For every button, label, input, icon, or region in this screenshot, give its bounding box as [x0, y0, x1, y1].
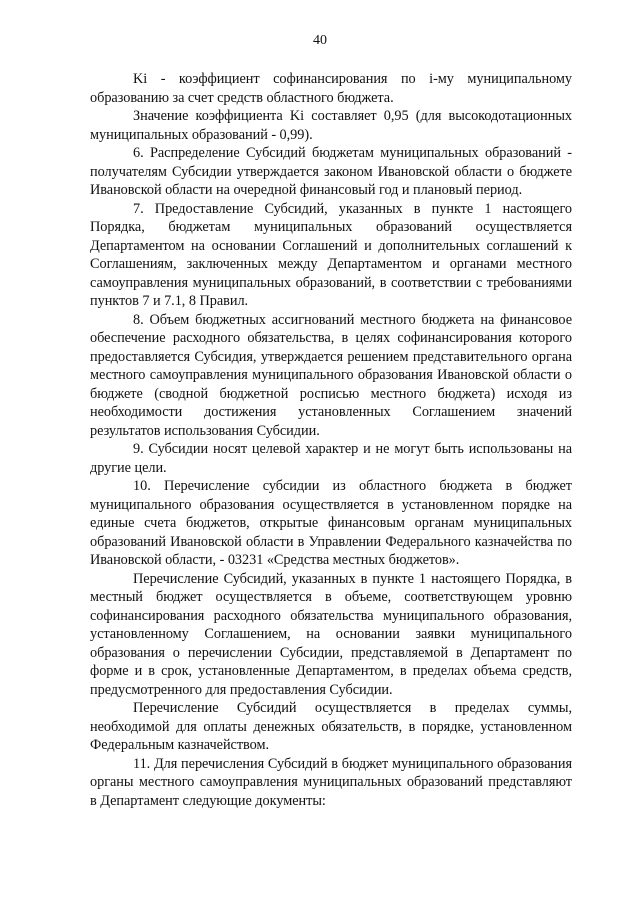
paragraph-transfer-limits: Перечисление Субсидий осуществляется в пределах суммы, необходимой для оплаты денежных обязательств, в порядке, установленном Федеральным казначейством. — [90, 700, 572, 753]
paragraph-coefficient-value: Значение коэффициента Ki составляет 0,95 (для высокодотационных муниципальных образований - 0,99). — [90, 108, 572, 143]
paragraph-item-8: 8. Объем бюджетных ассигнований местного бюджета на финансовое обеспечение расходного обязательства, в целях софинансирования которого предоставляется Субсидия, утверждается решением представительного органа местного самоуправления муниципального образования Ивановской области о бюджете (сводной бюджетной росписью местного бюджета) исходя из необходимости достижения установленных Соглашением значений результатов использования Субсидии. — [90, 311, 572, 439]
paragraph-coefficient-definition: Ki - коэффициент софинансирования по i-му муниципальному образованию за счет средств областного бюджета. — [90, 71, 572, 106]
page-number: 40 — [313, 33, 327, 48]
paragraph-transfer-volume: Перечисление Субсидий, указанных в пункте 1 настоящего Порядка, в местный бюджет осуществляется в объеме, соответствующем уровню софинансирования расходного обязательства муниципального образования, установленному Соглашением, на основании заявки муниципального образования о перечислении Субсидии, представляемой в Департамент по форме и в срок, установленные Департаментом, в пределах объема средств, предусмотренного для предоставления Субсидии. — [90, 570, 572, 698]
paragraph-item-11: 11. Для перечисления Субсидий в бюджет муниципального образования органы местного самоуправления муниципальных образований представляют в Департамент следующие документы: — [90, 755, 572, 809]
paragraph-item-7: 7. Предоставление Субсидий, указанных в пункте 1 настоящего Порядка, бюджетам муниципальных образований осуществляется Департаментом на основании Соглашений и дополнительных соглашений к Соглашениям, заключенных между Департаментом и органами местного самоуправления муниципальных образований, в соответствии с требованиями пунктов 7 и 7.1, 8 Правил. — [90, 200, 572, 309]
paragraph-item-6: 6. Распределение Субсидий бюджетам муниципальных образований - получателям Субсидии утверждается законом Ивановской области о бюджете Ивановской области на очередной финансовый год и плановый период. — [90, 145, 572, 198]
paragraph-item-10: 10. Перечисление субсидии из областного бюджета в бюджет муниципального образования осуществляется в установленном порядке на единые счета бюджетов, открытые финансовым органам муниципальных образований Ивановской области в Управлении Федерального казначейства по Ивановской области, - 03231 «Средства местных бюджетов». — [90, 478, 572, 568]
paragraph-item-9: 9. Субсидии носят целевой характер и не могут быть использованы на другие цели. — [90, 441, 572, 476]
document-body — [90, 70, 572, 810]
